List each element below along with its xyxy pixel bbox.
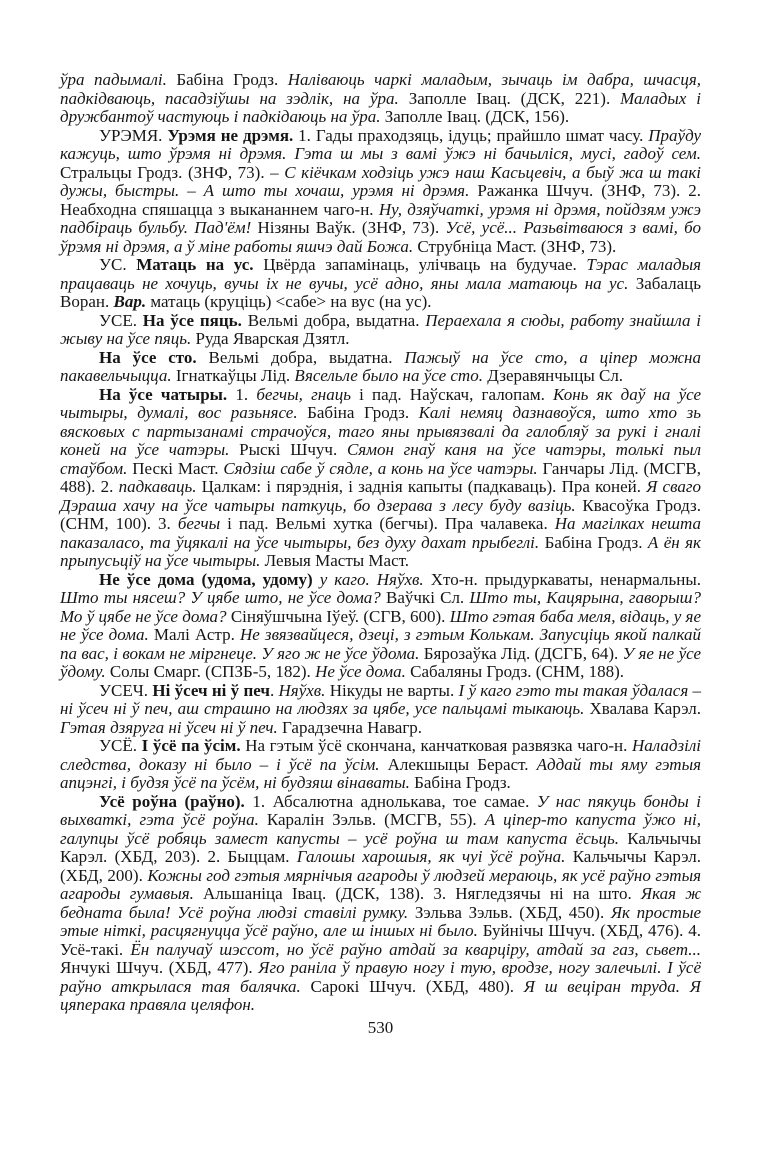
entry-paragraph (60, 682, 701, 738)
plain-text: Ваўчкі Сл. (386, 588, 470, 607)
plain-text: Заполле Івац. (ДСК, 156). (384, 107, 570, 126)
example-text: Ну, дзяўчаткі, урэмя ні дрэмя, пойдзям ужэ падбіраць бульбу. Пад'ём! (60, 199, 701, 237)
headword-text: Урэмя не дрэмя. (167, 125, 299, 145)
plain-text: Зэльва Зэльв. (ХБД, 450). (414, 902, 611, 922)
plain-text: Хто-н. прыдуркаваты, ненармальны. (430, 569, 701, 589)
plain-text: матаць (круціць) <сабе> на вус (на ус). (150, 292, 432, 311)
headword-text: Матаць на ус. (136, 255, 264, 274)
headword-text: І ўсё па ўсім. (141, 736, 246, 755)
plain-text: Стральцы Гродз. (ЗНФ, 73). (60, 162, 271, 182)
example-text: падкаваць. (118, 477, 202, 496)
plain-text: Сабаляны Гродз. (СНМ, 188). (410, 662, 625, 681)
plain-text: Алекшыцы Бераст. (387, 754, 537, 774)
plain-text: Руда Яварская Дзятл. (195, 329, 350, 348)
plain-text: Пескі Маст. (132, 458, 224, 478)
plain-text: Заполле Івац. (ДСК, 221). (408, 88, 621, 108)
plain-text: Янчукі Шчуч. (ХБД, 477). (60, 958, 259, 977)
page-number: 530 (367, 1017, 394, 1037)
example-text: Што ты, Кацярына, гаворыш? Мо ў цябе не ўсе дома? (60, 588, 701, 626)
plain-text: Вельмі добра, выдатна. (208, 347, 405, 367)
example-text: бегчы (177, 514, 228, 533)
example-text: Наліваюць чаркі маладым, зычаць ім дабра, шчасця, падкідваюць, пасадзіўшы на зэдлік, на ўра. (60, 70, 701, 108)
plain-text: УСЁ. (99, 736, 142, 755)
example-text: Кожны год гэтыя мярнічыя агароды ў людзей мераюць, як усё раўно гэтыя агароды гумавыя. (60, 865, 701, 903)
plain-text: 1. (235, 384, 257, 404)
headword-text: На ўсе пяць. (142, 310, 248, 330)
example-text: Як простые этые ніткі, расцягнуцца ўсё раўно, але ш іншых ні было. (60, 902, 701, 940)
plain-text: Ражанка Шчуч. (ЗНФ, 73). 2. Неабходна спяшацца з выкананнем чаго-н. (60, 181, 702, 219)
entry-paragraph (60, 737, 701, 793)
plain-text: Кальчычы Карэл. (ХБД, 200). (60, 847, 701, 885)
plain-text: Квасоўка Гродз. (СНМ, 100). 3. (60, 495, 701, 533)
entry-paragraph (60, 312, 701, 349)
headword-text: На ўсе сто. (99, 347, 209, 367)
plain-text: Солы Смарг. (СПЗБ-5, 182). (109, 662, 316, 681)
example-text: – С кіёчкам ходзіць ужэ наш Касьцевіч, а быў жа ш такі дужы, быстры. – А што ты хочаш, урэмя ні дрэмя. (60, 162, 701, 200)
headword-text: Усё роўна (раўно). (99, 791, 253, 811)
plain-text: Бабіна Гродз. (307, 403, 419, 422)
entry-paragraph (60, 793, 701, 1015)
example-text: Маладых і дружбантоў частуюць і падкідаюць на ўра. (60, 88, 701, 126)
example-text: Я сваго Дэраша хачу на ўсе чатыры паткуць, бо дзерава з лесу буду вазіць. (60, 477, 701, 515)
example-text: Што гэтая баба меля, відаць, у яе не ўсе дома. (60, 606, 701, 644)
example-text: У яе не ўсе ўдому. (60, 643, 701, 681)
plain-text: На гэтым ўсё скончана, канчатковая развязка чаго-н. (245, 736, 632, 755)
plain-text: . (269, 680, 279, 700)
example-text: Якая ж бедната была! Усё роўна людзі ставілі румку. (60, 884, 702, 922)
plain-text: Цалкам: і пярэднія, і заднія капыты (падкаваць). Пра коней. (201, 477, 647, 496)
example-text: Пераехала я сюды, работу знайшла і жыву на ўсе пяць. (60, 310, 701, 348)
plain-text: Альшаніца Івац. (ДСК, 138). 3. Нягледзячы ні на што. (203, 884, 641, 903)
plain-text: Хвалава Карэл. (589, 699, 701, 718)
example-text: Вясельле было на ўсе сто. (294, 366, 488, 385)
example-text: Не звязвайцеся, дзеці, з гэтым Колькам. Запусціць якой палкай па вас, і вокам не міргнеце. У яго ж не ўсе ўдома. (60, 625, 701, 663)
example-text: На магілках нешта паказаласо, та ўцякалі на ўсе чытыры, без духу дахат прыбеглі. (60, 514, 701, 552)
plain-text: 1. Гады праходзяць, ідуць; прайшло шмат часу. (298, 125, 649, 145)
plain-text: 1. Абсалютна аднолькава, тое самае. (252, 791, 537, 811)
example-text: Тэрас маладыя працаваць не хочуць, вучы іх не вучы, усё адно, яны мала матаюць на ус. (60, 255, 702, 293)
plain-text: Бабіна Гродз. (176, 70, 288, 89)
example-text: Яго раніла ў правую ногу і тую, вродзе, ногу залечылі. І ўсё раўно аткрылася тая балячка. (60, 958, 701, 996)
plain-text: Каралін Зэльв. (МСГВ, 55). (266, 810, 485, 829)
entry-paragraph (60, 386, 701, 571)
example-text: Галошы харошыя, як чуі ўсё роўна. (296, 847, 573, 866)
example-text: А ціпер-то капуста ўжо ні, галупцы ўсё робяць замест капусты – усё роўна ш там капуста ёсьць. (60, 810, 701, 848)
example-text: Сядзіш сабе ў сядле, а конь на ўсе чатэры. (223, 458, 543, 478)
example-text: Праўду кажуць, што ўрэмя ні дрэмя. Гэта ш мы з вамі ўжэ ні бачыліся, мусі, гадоў сем. (60, 125, 701, 163)
example-text: Пажыў на ўсе сто, а ціпер можна пакавельчыцца. (60, 347, 701, 385)
plain-text: і пад. Наўскач, галопам. (359, 384, 554, 404)
plain-text: УРЭМЯ. (99, 125, 168, 145)
example-text: Гэтая дзяруга ні ўсеч ні ў печ. (60, 717, 283, 737)
plain-text: Ігнаткаўцы Лід. (175, 366, 295, 385)
plain-text: Забалаць Воран. (60, 273, 701, 311)
plain-text: і пад. Вельмі хутка (бегчы). Пра чалавека. (227, 514, 555, 533)
example-text: А ён як прыпусьціў на ўсе чытыры. (60, 532, 701, 570)
example-text: Сямон гнаў каня на ўсе чатэры, толькі пыл стаўбом. (60, 440, 701, 478)
example-text: Аддай ты яму гэтыя апцэнгі, і будзя ўсё па ўсём, ні будзяш вінаваты. (60, 754, 701, 792)
plain-text: Бярозаўка Лід. (ДСГБ, 64). (423, 643, 623, 663)
plain-text: Нікуды не варты. (329, 680, 459, 700)
example-text: Я ш веціран труда. Я цяперака правяла целяфон. (60, 976, 701, 1014)
example-text: Няўхв. (278, 680, 330, 700)
plain-text: Гарадзечна Навагр. (282, 717, 423, 737)
plain-text: Бабіна Гродз. (414, 773, 511, 792)
plain-text: Малі Астр. (153, 625, 240, 644)
plain-text: Струбніца Маст. (ЗНФ, 73). (417, 236, 617, 256)
example-text: у каго. Няўхв. (319, 569, 431, 589)
plain-text: Ганчары Лід. (МСГВ, 488). 2. (60, 458, 701, 496)
example-text: Не ўсе дома. (315, 662, 411, 681)
plain-text: Сіняўшчына Іўеў. (СГВ, 600). (230, 606, 450, 626)
example-text: Конь як даў на ўсе чытыры, думалі, вос разьнясе. (60, 384, 701, 422)
plain-text: Левыя Масты Маст. (264, 551, 410, 570)
plain-text: Бабіна Гродз. (544, 532, 648, 552)
plain-text: Вельмі добра, выдатна. (247, 310, 426, 330)
entry-paragraph (60, 127, 701, 257)
example-text: бегчы, гнаць (256, 384, 360, 404)
example-text: ўра падымалі. (60, 70, 177, 89)
example-text: Ён палучаў шэссот, но ўсё раўно атдай за кварціру, атдай за газ, сьвет... (130, 939, 701, 959)
text-body (60, 71, 701, 1015)
example-text: Усё, усё... Разьвітваюся з вамі, бо ўрэмя ні дрэмя, а ў міне работы яшчэ дай Божа. (60, 218, 701, 256)
plain-text: Цвёрда запамінаць, улічваць на будучае. (263, 255, 587, 274)
label-text: Вар. (113, 292, 151, 311)
headword-text: Не ўсе дома (удома, удому) (99, 569, 320, 589)
headword-text: На ўсе чатыры. (99, 384, 236, 404)
example-text: І ў каго гэто ты такая ўдалася – ні ўсеч ні ў печ, аш страшно на людзях за цябе, усе пальцамі тыкаюць. (60, 680, 702, 718)
example-text: У нас пякуць бонды і выхваткі, гэта ўсё роўна. (60, 791, 702, 829)
headword-text: Ні ўсеч ні ў печ (152, 680, 270, 700)
example-text: Наладзілі следства, доказу ні было – і ўсё па ўсім. (60, 736, 701, 774)
entry-paragraph (60, 571, 701, 682)
plain-text: Рыскі Шчуч. (239, 440, 347, 459)
plain-text: УСЕЧ. (99, 680, 153, 700)
example-text: Што ты нясеш? У цябе што, не ўсе дома? (60, 588, 386, 607)
plain-text: Кальчычы Карэл. (ХБД, 203). 2. Быццам. (60, 828, 701, 866)
plain-text: Сарокі Шчуч. (ХБД, 480). (310, 976, 524, 996)
plain-text: УСЕ. (99, 310, 143, 330)
entry-paragraph (60, 256, 701, 312)
plain-text: УС. (99, 255, 137, 274)
plain-text: Нізяны Ваўк. (ЗНФ, 73). (257, 218, 446, 237)
plain-text: Дзеравянчыцы Сл. (487, 366, 624, 385)
entry-paragraph (60, 349, 701, 386)
plain-text: Буйнічы Шчуч. (ХБД, 476). 4. Усё-такі. (60, 921, 701, 959)
example-text: Калі немяц дазнавоўся, што хто зь вясковых с партызанамі страчоўся, таго яны прывязвалі да галобляў за рукі і гналі коней на ўсе чатэры. (60, 403, 701, 459)
entry-paragraph (60, 71, 701, 127)
